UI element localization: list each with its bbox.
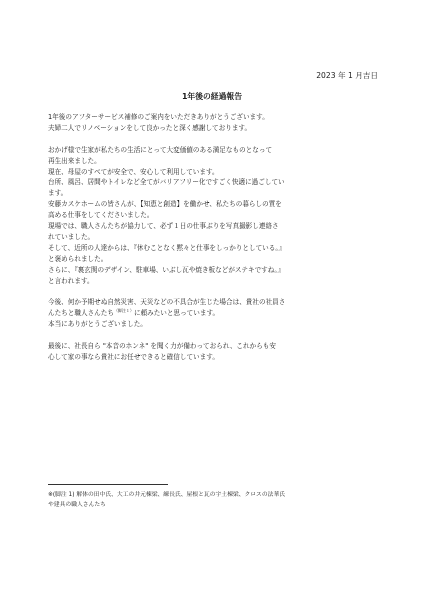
body-line: 高める仕事をしてくださいました。 xyxy=(48,211,154,220)
letter-body xyxy=(48,112,388,363)
footnote-line: や建具の職人さんたち xyxy=(48,502,106,508)
body-line: おかげ様で生家が私たちの生活にとって大変価値のある満足なものとなって xyxy=(48,145,273,154)
footnote-marker: （脚注１） xyxy=(113,308,134,314)
body-line: そして、近所の人達からは、『休むことなく黙々と仕事をしっかりとしている。』 xyxy=(48,243,286,252)
body-line: 現在、母屋のすべてが安全で、安心して利用しています。 xyxy=(48,167,219,176)
body-line: ます。 xyxy=(48,189,68,198)
body-line: れていました。 xyxy=(48,232,95,241)
body-line: 今後、何か予期せぬ自然災害、天災などの不具合が生じた場合は、貴社の社員さ xyxy=(48,298,286,307)
body-line: さらに、『裏玄関のデザイン、駐車場、いぶし瓦や焼き板などがステキですね。』 xyxy=(48,265,285,274)
body-line: と褒められました。 xyxy=(48,254,108,263)
body-line: と言われます。 xyxy=(48,276,94,285)
body-line: 最後に、社長自ら "本音のホンネ" を聞く力が備わっておられ、これからも安 xyxy=(48,341,276,350)
footnote xyxy=(48,490,384,510)
body-line: 安藤カスケホームの皆さんが、【知恵と創造】を働かせ、私たちの暮らしの質を xyxy=(48,200,282,209)
letter-date: 2023 年 1 月吉日 xyxy=(316,71,378,80)
body-line: 再生出来ました。 xyxy=(48,156,101,165)
footnote-line: ※(脚注 1) 解体の田中氏、大工の井元棟梁、練長氏、屋根と瓦の宇土棟梁、クロスの法華氏 xyxy=(48,492,286,498)
body-line: 本当にありがとうございました。 xyxy=(48,320,147,329)
body-line: 夫婦二人でリノベーションをして良かったと深く感謝しております。 xyxy=(48,123,252,132)
body-line: 1年後のアフターサービス補修のご案内をいただきありがとうございます。 xyxy=(48,113,269,121)
body-line: 台所、風呂、居間やトイレなど全てがバリアフリー化ですごく快適に過ごしてい xyxy=(48,178,285,187)
body-text: に頼みたいと思っています。 xyxy=(133,309,220,318)
body-line: 心して家の事なら貴社にお任せできると確信しています。 xyxy=(48,352,219,361)
body-text: んたちと職人さんたち xyxy=(48,309,114,318)
footnote-divider xyxy=(48,484,168,485)
letter-title: 1年後の経過報告 xyxy=(181,92,242,101)
body-line: 現場では、職人さんたちが協力して、必ず１日の仕事ぶりを写真撮影し連絡さ xyxy=(48,222,279,231)
body-line xyxy=(48,308,388,319)
